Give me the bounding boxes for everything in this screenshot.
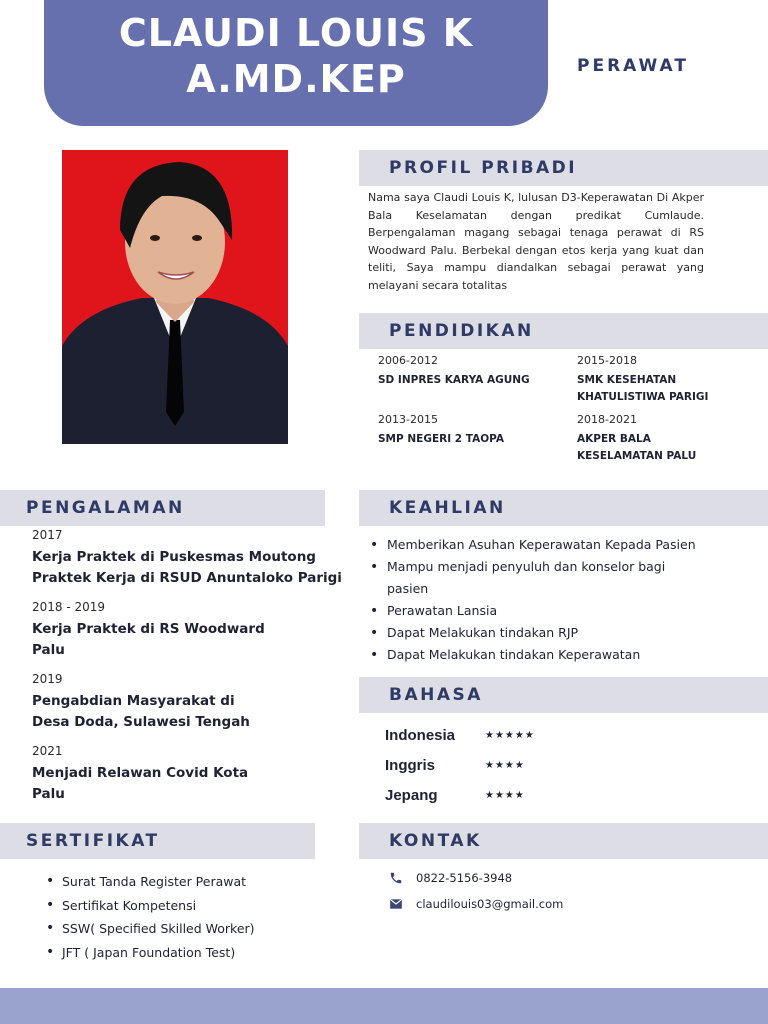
certificate-item: • SSW( Specified Skilled Worker) [46,917,255,941]
language-item [385,727,535,744]
footer-bar [0,988,768,1024]
certificate-item: • JFT ( Japan Foundation Test) [46,941,255,965]
education-school: SD INPRES KARYA AGUNG [378,374,530,386]
language-name: Inggris [385,757,436,774]
certificates-list [46,870,255,964]
certificates-title: SERTIFIKAT [26,831,160,851]
phone-icon [388,871,404,885]
certificate-item: • Sertifikat Kompetensi [46,894,255,918]
education-item [577,353,708,406]
experience-description: Pengabdian Masyarakat di Desa Doda, Sulawesi Tengah [32,693,250,730]
education-item [378,353,530,389]
experience-item [32,742,342,805]
section-header-experience [0,490,325,526]
contact-title: KONTAK [389,831,482,851]
skill-item: • Dapat Melakukan tindakan Keperawatan [370,644,730,666]
portrait-illustration [62,150,288,444]
name-banner [44,0,548,126]
full-name-line-1: CLAUDI LOUIS K [118,11,474,55]
certificate-item: • Surat Tanda Register Perawat [46,870,255,894]
section-header-contact [359,823,768,859]
section-header-education [359,313,768,349]
experience-item [32,598,342,661]
experience-year: 2017 [32,528,63,542]
skill-item: • Mampu menjadi penyuluh dan konselor bagi pasien [370,556,690,600]
section-header-languages [359,677,768,713]
experience-item [32,526,342,589]
profile-title: PROFIL PRIBADI [389,158,578,178]
education-item [378,412,504,448]
experience-list [32,526,342,814]
languages-title: BAHASA [389,685,483,705]
education-years: 2006-2012 [378,354,438,367]
section-header-profile [359,150,768,186]
contact-phone [388,871,512,885]
skills-title: KEAHLIAN [389,498,506,518]
experience-description: Kerja Praktek di RS Woodward Palu [32,621,265,658]
education-item [577,412,696,465]
language-name: Indonesia [385,727,456,744]
experience-description: Kerja Praktek di Puskesmas Moutong Praktek Kerja di RSUD Anuntaloko Parigi [32,549,342,586]
star-rating-icon: ★★★★ [485,760,525,771]
mail-icon [388,897,404,911]
phone-number: 0822-5156-3948 [416,871,513,885]
education-school: AKPER BALA KESELAMATAN PALU [577,433,697,462]
education-years: 2015-2018 [577,354,637,367]
experience-title: PENGALAMAN [26,498,185,518]
section-header-certificates [0,823,315,859]
education-title: PENDIDIKAN [389,321,534,341]
experience-description: Menjadi Relawan Covid Kota Palu [32,765,249,802]
job-title: PERAWAT [577,56,689,76]
skills-list [370,534,730,666]
language-item [385,787,525,804]
experience-item [32,670,342,733]
full-name-line-2: A.MD.KEP [186,57,406,101]
section-header-skills [359,490,768,526]
email-address[interactable]: claudilouis03@gmail.com [416,897,564,911]
skill-item: • Perawatan Lansia [370,600,730,622]
contact-email [388,897,563,911]
star-rating-icon: ★★★★★ [485,730,535,741]
language-name: Jepang [385,787,438,804]
star-rating-icon: ★★★★ [485,790,525,801]
experience-year: 2018 - 2019 [32,600,106,614]
education-years: 2018-2021 [577,413,637,426]
profile-photo [62,150,288,444]
education-school: SMP NEGERI 2 TAOPA [378,433,504,445]
skill-item: • Memberikan Asuhan Keperawatan Kepada Pasien [370,534,730,556]
experience-year: 2019 [32,672,63,686]
profile-description: Nama saya Claudi Louis K, lulusan D3-Keperawatan Di Akper Bala Keselamatan dengan predikat Cumlaude. Berpengalaman magang sebagai tenaga perawat di RS Woodward Palu. Berbekal dengan etos kerja yang kuat dan teliti, Saya mampu diandalkan sebagai perawat yang melayani secara totalitas [368,191,704,292]
experience-year: 2021 [32,744,63,758]
language-item [385,757,525,774]
education-years: 2013-2015 [378,413,438,426]
skill-item: • Dapat Melakukan tindakan RJP [370,622,730,644]
education-school: SMK KESEHATAN KHATULISTIWA PARIGI [577,374,709,403]
